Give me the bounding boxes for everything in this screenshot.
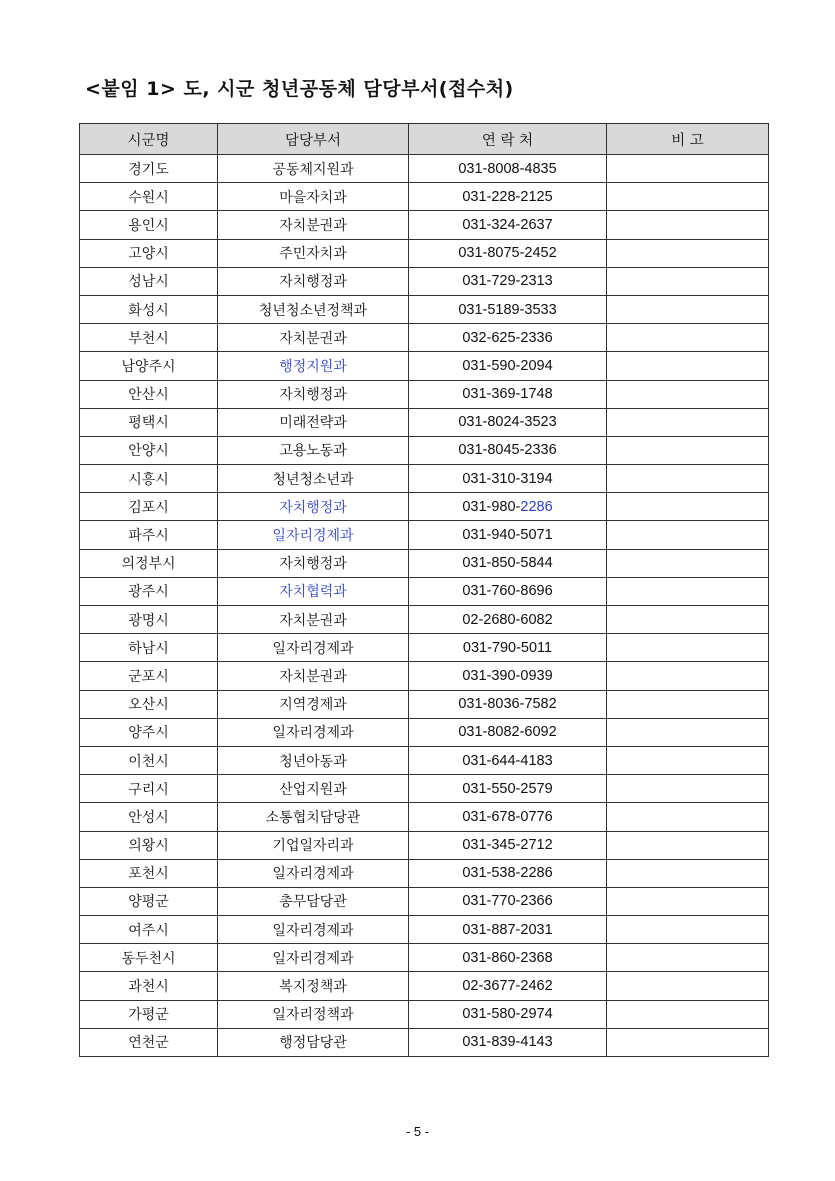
note-cell bbox=[607, 690, 769, 718]
city-cell: 오산시 bbox=[80, 690, 218, 718]
table-row bbox=[80, 831, 769, 859]
department-cell: 일자리정책과 bbox=[218, 1000, 409, 1028]
city-cell: 포천시 bbox=[80, 859, 218, 887]
note-cell bbox=[607, 465, 769, 493]
note-cell bbox=[607, 803, 769, 831]
table-header-row bbox=[80, 124, 769, 155]
department-cell: 일자리경제과 bbox=[218, 944, 409, 972]
table-row bbox=[80, 324, 769, 352]
phone-cell: 031-760-8696 bbox=[409, 577, 607, 605]
city-cell: 의왕시 bbox=[80, 831, 218, 859]
city-cell: 의정부시 bbox=[80, 549, 218, 577]
department-cell: 기업일자리과 bbox=[218, 831, 409, 859]
phone-cell: 031-860-2368 bbox=[409, 944, 607, 972]
table-row bbox=[80, 295, 769, 323]
department-cell: 소통협치담당관 bbox=[218, 803, 409, 831]
department-cell: 주민자치과 bbox=[218, 239, 409, 267]
note-cell bbox=[607, 267, 769, 295]
department-cell: 고용노동과 bbox=[218, 436, 409, 464]
department-cell: 자치행정과 bbox=[218, 549, 409, 577]
department-cell: 자치협력과 bbox=[218, 577, 409, 605]
table-row bbox=[80, 408, 769, 436]
city-cell: 구리시 bbox=[80, 775, 218, 803]
phone-cell: 031-228-2125 bbox=[409, 183, 607, 211]
table-row bbox=[80, 577, 769, 605]
table-row bbox=[80, 606, 769, 634]
header-contact: 연 락 처 bbox=[409, 124, 607, 155]
department-cell: 자치행정과 bbox=[218, 267, 409, 295]
table-row bbox=[80, 1000, 769, 1028]
phone-cell: 031-644-4183 bbox=[409, 746, 607, 774]
note-cell bbox=[607, 183, 769, 211]
note-cell bbox=[607, 436, 769, 464]
department-cell: 일자리경제과 bbox=[218, 916, 409, 944]
city-cell: 군포시 bbox=[80, 662, 218, 690]
table-row bbox=[80, 775, 769, 803]
city-cell: 양평군 bbox=[80, 887, 218, 915]
city-cell: 시흥시 bbox=[80, 465, 218, 493]
note-cell bbox=[607, 380, 769, 408]
note-cell bbox=[607, 1028, 769, 1056]
phone-cell: 031-369-1748 bbox=[409, 380, 607, 408]
phone-cell: 031-770-2366 bbox=[409, 887, 607, 915]
phone-cell bbox=[409, 493, 607, 521]
table-row bbox=[80, 155, 769, 183]
department-cell: 일자리경제과 bbox=[218, 859, 409, 887]
phone-cell: 031-887-2031 bbox=[409, 916, 607, 944]
city-cell: 여주시 bbox=[80, 916, 218, 944]
department-contact-table bbox=[79, 123, 769, 1057]
note-cell bbox=[607, 634, 769, 662]
city-cell: 양주시 bbox=[80, 718, 218, 746]
city-cell: 고양시 bbox=[80, 239, 218, 267]
note-cell bbox=[607, 239, 769, 267]
city-cell: 안산시 bbox=[80, 380, 218, 408]
phone-cell: 031-345-2712 bbox=[409, 831, 607, 859]
city-cell: 동두천시 bbox=[80, 944, 218, 972]
department-cell: 청년아동과 bbox=[218, 746, 409, 774]
note-cell bbox=[607, 549, 769, 577]
phone-cell: 031-839-4143 bbox=[409, 1028, 607, 1056]
note-cell bbox=[607, 606, 769, 634]
phone-cell: 031-729-2313 bbox=[409, 267, 607, 295]
department-cell: 행정담당관 bbox=[218, 1028, 409, 1056]
phone-cell: 032-625-2336 bbox=[409, 324, 607, 352]
department-cell: 행정지원과 bbox=[218, 352, 409, 380]
department-cell: 자치분권과 bbox=[218, 662, 409, 690]
department-cell: 청년청소년과 bbox=[218, 465, 409, 493]
note-cell bbox=[607, 324, 769, 352]
phone-cell: 031-390-0939 bbox=[409, 662, 607, 690]
table-row bbox=[80, 183, 769, 211]
department-cell: 일자리경제과 bbox=[218, 718, 409, 746]
department-cell: 일자리경제과 bbox=[218, 521, 409, 549]
table-row bbox=[80, 239, 769, 267]
header-city: 시군명 bbox=[80, 124, 218, 155]
department-cell: 산업지원과 bbox=[218, 775, 409, 803]
phone-cell: 02-3677-2462 bbox=[409, 972, 607, 1000]
table-row bbox=[80, 465, 769, 493]
table-row bbox=[80, 916, 769, 944]
city-cell: 화성시 bbox=[80, 295, 218, 323]
city-cell: 광명시 bbox=[80, 606, 218, 634]
table-row bbox=[80, 718, 769, 746]
department-cell: 자치행정과 bbox=[218, 380, 409, 408]
table-row bbox=[80, 944, 769, 972]
note-cell bbox=[607, 295, 769, 323]
city-cell: 남양주시 bbox=[80, 352, 218, 380]
note-cell bbox=[607, 718, 769, 746]
department-cell: 지역경제과 bbox=[218, 690, 409, 718]
table-row bbox=[80, 634, 769, 662]
table-row bbox=[80, 380, 769, 408]
department-cell: 마을자치과 bbox=[218, 183, 409, 211]
city-cell: 파주시 bbox=[80, 521, 218, 549]
city-cell: 경기도 bbox=[80, 155, 218, 183]
city-cell: 연천군 bbox=[80, 1028, 218, 1056]
city-cell: 이천시 bbox=[80, 746, 218, 774]
note-cell bbox=[607, 1000, 769, 1028]
department-cell: 공동체지원과 bbox=[218, 155, 409, 183]
phone-cell: 031-850-5844 bbox=[409, 549, 607, 577]
note-cell bbox=[607, 944, 769, 972]
phone-cell: 031-8045-2336 bbox=[409, 436, 607, 464]
phone-cell: 031-8024-3523 bbox=[409, 408, 607, 436]
phone-cell: 031-5189-3533 bbox=[409, 295, 607, 323]
note-cell bbox=[607, 662, 769, 690]
city-cell: 가평군 bbox=[80, 1000, 218, 1028]
header-note: 비 고 bbox=[607, 124, 769, 155]
table-row bbox=[80, 211, 769, 239]
phone-cell: 031-678-0776 bbox=[409, 803, 607, 831]
note-cell bbox=[607, 408, 769, 436]
department-cell: 총무담당관 bbox=[218, 887, 409, 915]
city-cell: 수원시 bbox=[80, 183, 218, 211]
note-cell bbox=[607, 521, 769, 549]
department-cell: 자치행정과 bbox=[218, 493, 409, 521]
city-cell: 성남시 bbox=[80, 267, 218, 295]
table-row bbox=[80, 887, 769, 915]
note-cell bbox=[607, 887, 769, 915]
table-row bbox=[80, 549, 769, 577]
department-cell: 미래전략과 bbox=[218, 408, 409, 436]
city-cell: 김포시 bbox=[80, 493, 218, 521]
note-cell bbox=[607, 972, 769, 1000]
phone-suffix: 2286 bbox=[520, 498, 553, 515]
note-cell bbox=[607, 916, 769, 944]
department-cell: 자치분권과 bbox=[218, 211, 409, 239]
note-cell bbox=[607, 859, 769, 887]
table-row bbox=[80, 859, 769, 887]
table-row bbox=[80, 436, 769, 464]
note-cell bbox=[607, 775, 769, 803]
table-row bbox=[80, 521, 769, 549]
note-cell bbox=[607, 352, 769, 380]
city-cell: 평택시 bbox=[80, 408, 218, 436]
table-row bbox=[80, 267, 769, 295]
document-title: <붙임 1> 도, 시군 청년공동체 담당부서(접수처) bbox=[85, 78, 514, 100]
phone-cell: 031-580-2974 bbox=[409, 1000, 607, 1028]
phone-cell: 031-324-2637 bbox=[409, 211, 607, 239]
header-department: 담당부서 bbox=[218, 124, 409, 155]
city-cell: 과천시 bbox=[80, 972, 218, 1000]
phone-cell: 031-538-2286 bbox=[409, 859, 607, 887]
table-body bbox=[80, 155, 769, 1057]
note-cell bbox=[607, 746, 769, 774]
department-cell: 일자리경제과 bbox=[218, 634, 409, 662]
phone-cell: 031-8082-6092 bbox=[409, 718, 607, 746]
table-row bbox=[80, 1028, 769, 1056]
note-cell bbox=[607, 211, 769, 239]
phone-prefix: 031-980- bbox=[462, 498, 521, 515]
table-row bbox=[80, 690, 769, 718]
city-cell: 안성시 bbox=[80, 803, 218, 831]
table-row bbox=[80, 803, 769, 831]
phone-cell: 031-8075-2452 bbox=[409, 239, 607, 267]
phone-cell: 031-940-5071 bbox=[409, 521, 607, 549]
phone-cell: 031-8008-4835 bbox=[409, 155, 607, 183]
table-row bbox=[80, 662, 769, 690]
department-cell: 자치분권과 bbox=[218, 606, 409, 634]
department-cell: 복지정책과 bbox=[218, 972, 409, 1000]
phone-cell: 031-8036-7582 bbox=[409, 690, 607, 718]
note-cell bbox=[607, 831, 769, 859]
table-row bbox=[80, 972, 769, 1000]
phone-cell: 02-2680-6082 bbox=[409, 606, 607, 634]
table-row bbox=[80, 746, 769, 774]
phone-cell: 031-310-3194 bbox=[409, 465, 607, 493]
note-cell bbox=[607, 155, 769, 183]
phone-cell: 031-550-2579 bbox=[409, 775, 607, 803]
phone-cell: 031-790-5011 bbox=[409, 634, 607, 662]
phone-cell: 031-590-2094 bbox=[409, 352, 607, 380]
city-cell: 부천시 bbox=[80, 324, 218, 352]
city-cell: 용인시 bbox=[80, 211, 218, 239]
department-cell: 자치분권과 bbox=[218, 324, 409, 352]
department-cell: 청년청소년정책과 bbox=[218, 295, 409, 323]
note-cell bbox=[607, 577, 769, 605]
table-row bbox=[80, 493, 769, 521]
city-cell: 광주시 bbox=[80, 577, 218, 605]
city-cell: 안양시 bbox=[80, 436, 218, 464]
page-number: - 5 - bbox=[405, 1124, 430, 1139]
table-row bbox=[80, 352, 769, 380]
note-cell bbox=[607, 493, 769, 521]
city-cell: 하남시 bbox=[80, 634, 218, 662]
